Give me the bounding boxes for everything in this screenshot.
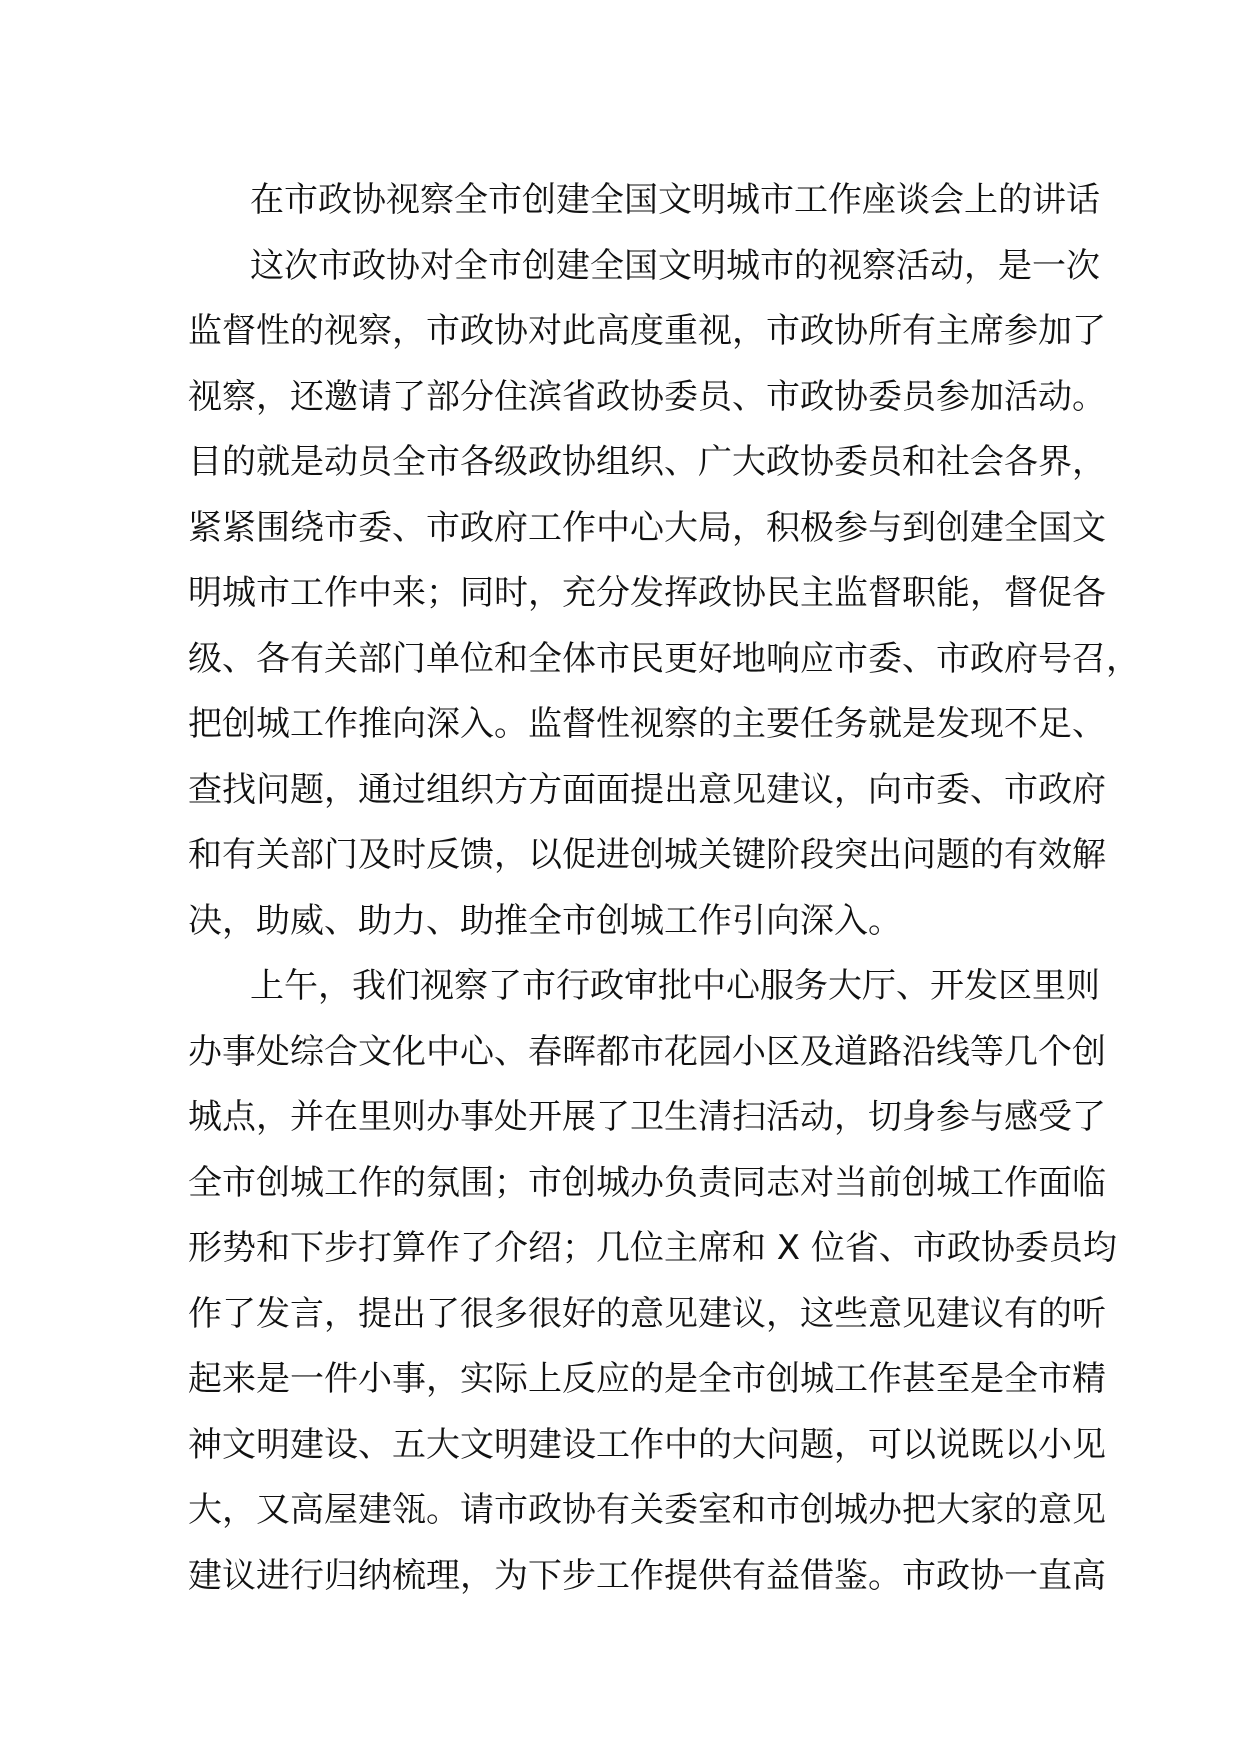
paragraph-2-line-9: 大，又高屋建瓴。请市政协有关委室和市创城办把大家的意见 <box>188 1490 1106 1530</box>
document-title: 在市政协视察全市创建全国文明城市工作座谈会上的讲话 <box>250 180 1100 220</box>
paragraph-1-line-8: 把创城工作推向深入。监督性视察的主要任务就是发现不足、 <box>188 704 1106 744</box>
speech-text <box>188 168 1140 1609</box>
paragraph-2-line-7: 起来是一件小事，实际上反应的是全市创城工作甚至是全市精 <box>188 1359 1106 1399</box>
paragraph-2-line-4: 全市创城工作的氛围；市创城办负责同志对当前创城工作面临 <box>188 1162 1106 1203</box>
paragraph-1-line-6: 明城市工作中来；同时，充分发挥政协民主监督职能，督促各 <box>188 573 1106 613</box>
paragraph-2-line-6: 作了发言，提出了很多很好的意见建议，这些意见建议有的听 <box>188 1293 1106 1334</box>
paragraph-1-line-10: 和有关部门及时反馈，以促进创城关键阶段突出问题的有效解 <box>188 835 1106 875</box>
paragraph-2-line-1: 上午，我们视察了市行政审批中心服务大厅、开发区里则 <box>250 966 1100 1006</box>
paragraph-1-line-2: 监督性的视察，市政协对此高度重视，市政协所有主席参加了 <box>188 311 1106 351</box>
paragraph-1-line-3: 视察，还邀请了部分住滨省政协委员、市政协委员参加活动。 <box>188 376 1106 417</box>
paragraph-1-line-9: 查找问题，通过组织方方面面提出意见建议，向市委、市政府 <box>188 769 1106 810</box>
paragraph-1-line-11: 决，助威、助力、助推全市创城工作引向深入。 <box>188 900 902 941</box>
paragraph-2-line-5: 形势和下步打算作了介绍；几位主席和 X 位省、市政协委员均 <box>188 1228 1117 1268</box>
paragraph-1-line-1: 这次市政协对全市创建全国文明城市的视察活动，是一次 <box>250 245 1100 286</box>
paragraph-1-line-5: 紧紧围绕市委、市政府工作中心大局，积极参与到创建全国文 <box>188 507 1106 548</box>
paragraph-2-line-2: 办事处综合文化中心、春晖都市花园小区及道路沿线等几个创 <box>188 1031 1106 1072</box>
paragraph-2-line-10: 建议进行归纳梳理，为下步工作提供有益借鉴。市政协一直高 <box>188 1555 1106 1596</box>
paragraph-2-line-8: 神文明建设、五大文明建设工作中的大问题，可以说既以小见 <box>188 1424 1106 1465</box>
paragraph-1-line-4: 目的就是动员全市各级政协组织、广大政协委员和社会各界， <box>188 442 1106 482</box>
paragraph-2-line-3: 城点，并在里则办事处开展了卫生清扫活动，切身参与感受了 <box>188 1097 1106 1137</box>
paragraph-1-line-7: 级、各有关部门单位和全体市民更好地响应市委、市政府号召， <box>188 638 1140 679</box>
